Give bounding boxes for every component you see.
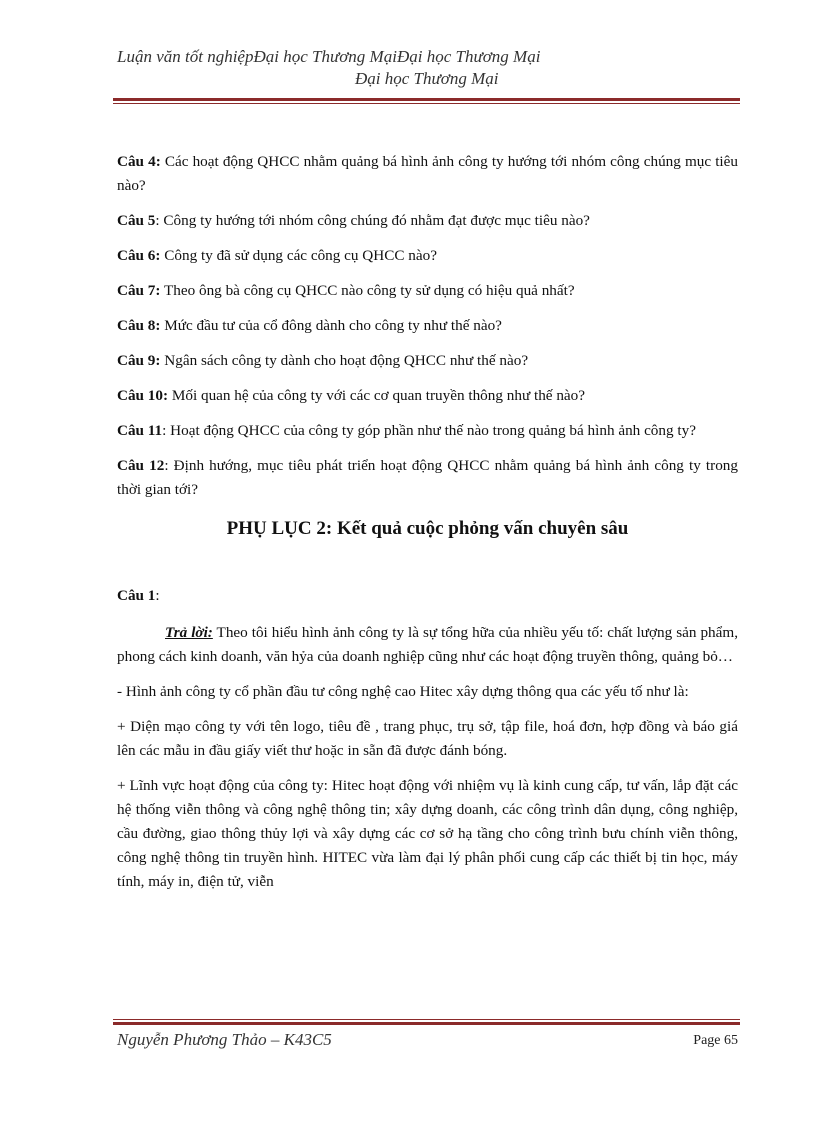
question-label: Câu 1	[117, 587, 156, 604]
question-label: Câu 12	[117, 457, 165, 474]
question-4	[117, 150, 738, 198]
question-label: Câu 11	[117, 422, 163, 439]
question-10	[117, 384, 738, 408]
question-label: Câu 6:	[117, 247, 161, 264]
question-1	[117, 584, 738, 608]
header-rule-thin	[113, 103, 740, 104]
header-title-line2: Đại học Thương Mại	[355, 69, 499, 88]
question-text: Các hoạt động QHCC nhằm quảng bá hình ảnh công ty hướng tới nhóm công chúng mục tiêu nào?	[117, 153, 738, 194]
question-label: Câu 4:	[117, 153, 161, 170]
body-paragraph-2: + Diện mạo công ty với tên logo, tiêu đề , trang phục, trụ sở, tập file, hoá đơn, hợp đồng và báo giá lên các mẫu in đầu giấy viết thư hoặc in sẵn đã được đánh bóng.	[117, 718, 738, 759]
header-title-line1: Luận văn tốt nghiệpĐại học Thương MạiĐại học Thương Mại	[117, 47, 541, 66]
question-suffix: :	[155, 587, 160, 604]
question-text: : Công ty hướng tới nhóm công chúng đó nhằm đạt được mục tiêu nào?	[155, 212, 590, 229]
question-text: : Định hướng, mục tiêu phát triển hoạt động QHCC nhằm quảng bá hình ảnh công ty trong thời gian tới?	[117, 457, 738, 498]
question-text: Theo ông bà công cụ QHCC nào công ty sử dụng có hiệu quả nhất?	[160, 282, 575, 299]
question-7	[117, 279, 738, 303]
page-header	[117, 46, 740, 90]
question-label: Câu 9:	[117, 352, 161, 369]
question-8	[117, 314, 738, 338]
body-paragraph-3: + Lĩnh vực hoạt động của công ty: Hitec hoạt động với nhiệm vụ là kinh cung cấp, tư vấn, lắp đặt các hệ thống viễn thông và công nghệ thông tin; xây dựng doanh, các công trình dân dụng, công nghiệp, cầu đường, giao thông thủy lợi và xây dựng các cơ sở hạ tầng cho công trình bưu chính viễn thông, công nghệ thông tin truyền hình. HITEC vừa làm đại lý phân phối cung cấp các thiết bị tin học, máy tính, máy in, điện tử, viễn	[117, 777, 738, 890]
question-text: Mối quan hệ của công ty với các cơ quan truyền thông như thế nào?	[168, 387, 585, 404]
question-9	[117, 349, 738, 373]
answer-label: Trả lời:	[165, 624, 213, 641]
question-label: Câu 10:	[117, 387, 169, 404]
question-text: : Hoạt động QHCC của công ty góp phần như thế nào trong quảng bá hình ảnh công ty?	[162, 422, 696, 439]
question-12	[117, 454, 738, 502]
question-text: Mức đầu tư của cổ đông dành cho công ty như thế nào?	[160, 317, 502, 334]
answer-paragraph	[117, 621, 738, 669]
section-title: PHỤ LỤC 2: Kết quả cuộc phỏng vấn chuyên sâu	[226, 518, 629, 539]
page-body	[117, 150, 738, 905]
question-label: Câu 7:	[117, 282, 161, 299]
footer-rule-thin	[113, 1019, 740, 1020]
footer-rule-thick	[113, 1022, 740, 1025]
question-label: Câu 8:	[117, 317, 161, 334]
question-label: Câu 5	[117, 212, 156, 229]
page-number: Page 65	[693, 1033, 738, 1048]
question-5	[117, 209, 738, 233]
question-text: Ngân sách công ty dành cho hoạt động QHCC như thế nào?	[160, 352, 529, 369]
question-11	[117, 419, 738, 443]
answer-text: Theo tôi hiểu hình ảnh công ty là sự tổng hữa của nhiều yếu tố: chất lượng sản phẩm, phong cách kinh doanh, văn hỷa của doanh nghiệp cũng như các hoạt động truyền thông, quảng bỏ…	[117, 624, 738, 665]
header-rule-thick	[113, 98, 740, 101]
body-paragraph-1: - Hình ảnh công ty cổ phần đầu tư công nghệ cao Hitec xây dựng thông qua các yếu tố như là:	[117, 683, 689, 700]
question-text: Công ty đã sử dụng các công cụ QHCC nào?	[160, 247, 437, 264]
question-6	[117, 244, 738, 268]
footer-author: Nguyễn Phương Thảo – K43C5	[117, 1030, 332, 1049]
